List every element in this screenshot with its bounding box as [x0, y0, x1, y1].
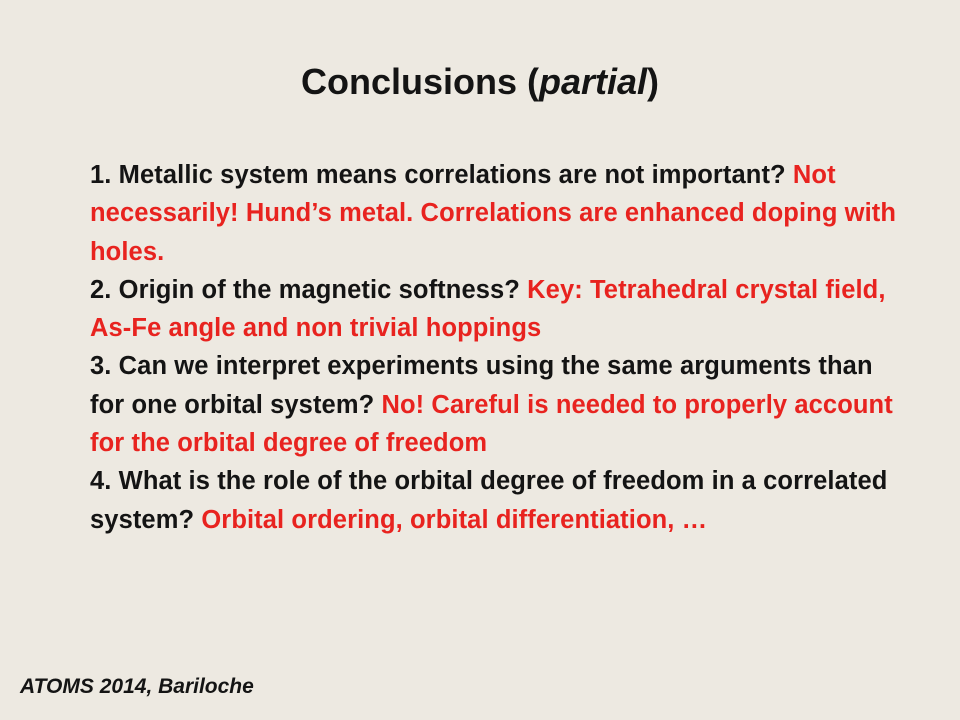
- conclusion-answer: No! Careful is needed to properly account for the orbital degree of freedom: [90, 390, 893, 458]
- footer-conference: ATOMS 2014, Bariloche: [20, 675, 254, 698]
- conclusion-item-3: [90, 347, 900, 462]
- conclusion-question: 1. Metallic system means correlations are not important?: [90, 161, 793, 189]
- conclusion-question: 2. Origin of the magnetic softness?: [90, 275, 528, 304]
- conclusion-answer: Not necessarily! Hund’s metal. Correlations are enhanced doping with holes.: [90, 161, 897, 266]
- slide-title: [0, 58, 960, 106]
- conclusion-answer: Key: Tetrahedral crystal field, As-Fe angle and non trivial hoppings: [90, 275, 886, 343]
- conclusions-list: [90, 156, 900, 539]
- conclusion-item-2: [90, 271, 900, 348]
- title-main: Conclusions (: [300, 61, 539, 102]
- conclusion-question: 3. Can we interpret experiments using the same arguments than for one orbital system?: [90, 352, 873, 419]
- conclusion-item-1: [90, 156, 900, 271]
- title-italic: partial: [538, 61, 648, 102]
- conclusion-answer: Orbital ordering, orbital differentiation, …: [201, 505, 708, 534]
- conclusion-question: 4. What is the role of the orbital degree of freedom in a correlated system?: [90, 467, 888, 534]
- conclusion-item-4: [90, 462, 900, 539]
- title-close: ): [647, 61, 660, 102]
